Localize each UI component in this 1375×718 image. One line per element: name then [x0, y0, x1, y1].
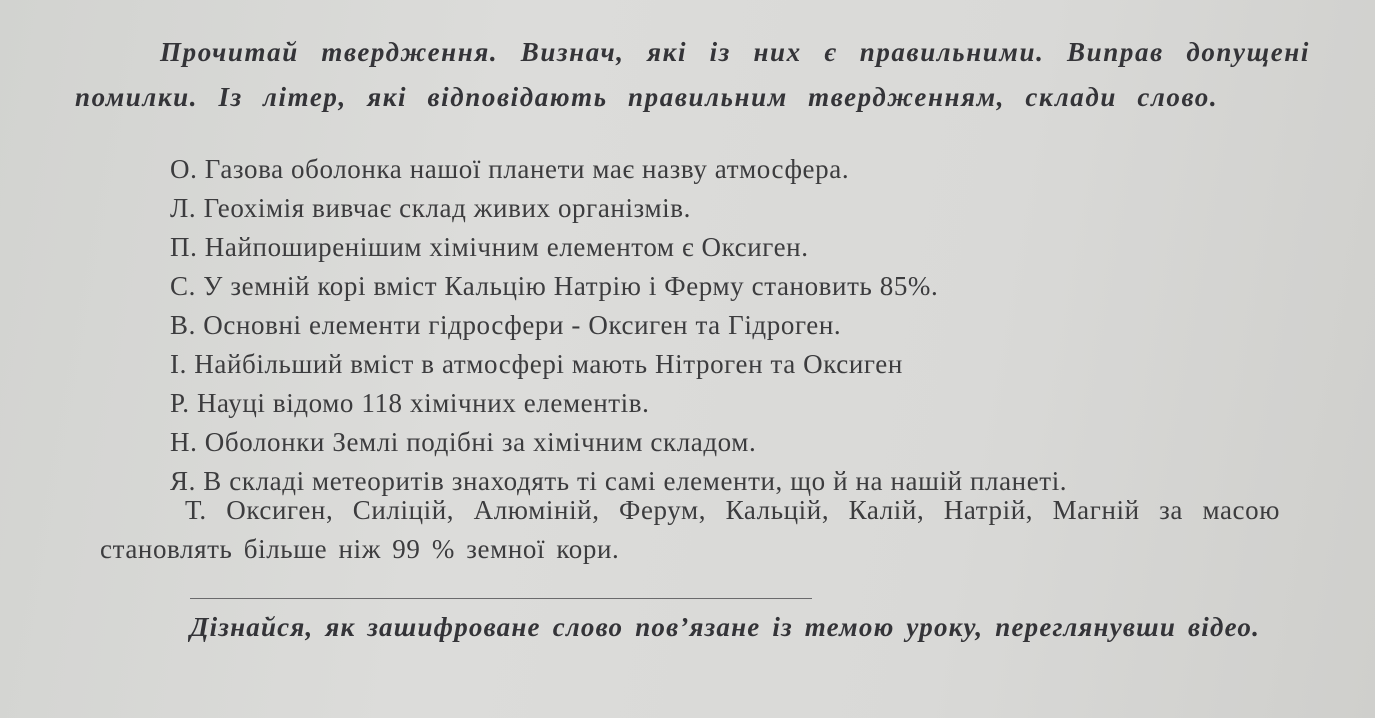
- statement-item: Я. В складі метеоритів знаходять ті самі елементи, що й на нашій планеті.: [170, 466, 1068, 496]
- statement-item: О. Газова оболонка нашої планети має назву атмосфера.: [170, 154, 850, 184]
- statement-item: С. У земній корі вміст Кальцію Натрію і Ферму становить 85%.: [170, 271, 939, 301]
- statement-item: Н. Оболонки Землі подібні за хімічним складом.: [170, 427, 757, 457]
- statement-item: В. Основні елементи гідросфери - Оксиген та Гідроген.: [170, 310, 842, 340]
- statement-item: Р. Науці відомо 118 хімічних елементів.: [170, 388, 650, 418]
- statement-item-long: Т. Оксиген, Силіцій, Алюміній, Ферум, Кальцій, Калій, Натрій, Магній за масою становлять більше ніж 99 % земної кори.: [100, 495, 1280, 564]
- task-instruction: Прочитай твердження. Визнач, які із них є правильними. Виправ допущені помилки. Із літер, які відповідають правильним твердженням, склади слово.: [75, 37, 1310, 112]
- video-instruction: Дізнайся, як зашифроване слово пов’язане із темою уроку, переглянувши відео.: [190, 612, 1261, 642]
- divider-line: [190, 598, 812, 599]
- statement-list: [170, 150, 1280, 501]
- statement-item: П. Найпоширенішим хімічним елементом є Оксиген.: [170, 232, 809, 262]
- statement-item: Л. Геохімія вивчає склад живих організмів.: [170, 193, 691, 223]
- statement-item: І. Найбільший вміст в атмосфері мають Нітроген та Оксиген: [170, 349, 903, 379]
